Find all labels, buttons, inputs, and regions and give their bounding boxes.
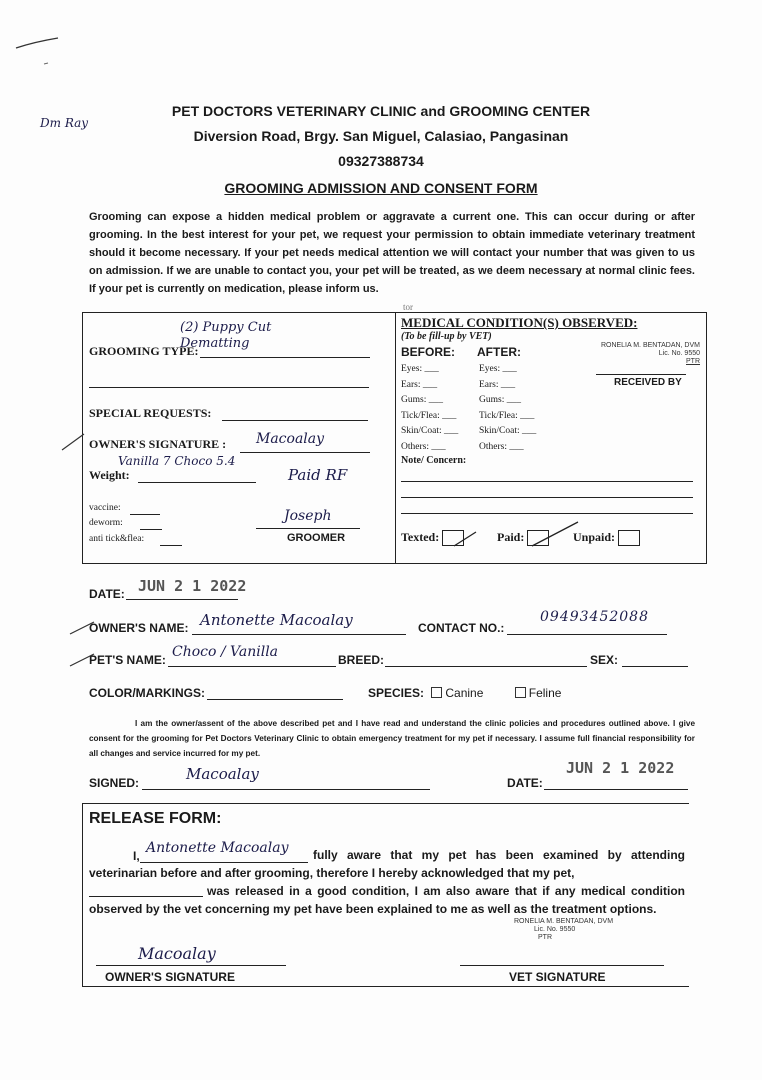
owner-signature-value: Macoalay xyxy=(256,431,325,447)
pet-name-label: PET'S NAME: xyxy=(89,653,166,667)
clinic-address: Diversion Road, Brgy. San Miguel, Calasiao, Pangasinan xyxy=(193,128,569,144)
clinic-phone: 09327388734 xyxy=(338,153,424,169)
date-stamp: JUN 2 1 2022 xyxy=(138,577,247,595)
before-list: Eyes: ___ Ears: ___ Gums: ___ Tick/Flea: ___ Skin/Coat: ___ Others: ___ xyxy=(401,364,459,452)
before-label: BEFORE: xyxy=(401,345,455,359)
groomer-label: GROOMER xyxy=(287,532,346,544)
after-list: Eyes: ___ Ears: ___ Gums: ___ Tick/Flea: ___ Skin/Coat: ___ Others: ___ xyxy=(479,364,537,452)
texted-label: Texted: xyxy=(401,530,464,546)
date2-label: DATE: xyxy=(507,776,543,790)
anti-tick-label: anti tick&flea: xyxy=(89,534,145,544)
contact-value: 09493452088 xyxy=(540,609,649,625)
signed-label: SIGNED: xyxy=(89,776,140,790)
owner-signature-bottom-label: OWNER'S SIGNATURE xyxy=(105,970,235,984)
medical-subtitle: (To be fill-up by VET) xyxy=(401,331,492,342)
corner-note: Dm Ray xyxy=(40,116,89,130)
weight-label: Weight: xyxy=(89,468,130,482)
unpaid-label: Unpaid: xyxy=(573,530,640,546)
release-owner-signature-value: Macoalay xyxy=(138,944,216,963)
medical-title: MEDICAL CONDITION(S) OBSERVED: xyxy=(401,315,638,330)
signed-value: Macoalay xyxy=(186,765,259,783)
vet-signature-label: VET SIGNATURE xyxy=(509,970,606,984)
release-title: RELEASE FORM: xyxy=(89,810,222,827)
special-requests-label: SPECIAL REQUESTS: xyxy=(89,406,212,420)
owner-name-value: Antonette Macoalay xyxy=(200,611,353,629)
release-text-1: fully aware that my pet has been examined by attending veterinarian before and after grooming, therefore I hereby acknowledged that my pet, xyxy=(89,848,685,880)
breed-label: BREED: xyxy=(338,653,385,667)
vaccine-label: vaccine: xyxy=(89,503,121,513)
after-label: AFTER: xyxy=(477,345,521,359)
grooming-type-value: (2) Puppy Cut Dematting xyxy=(180,320,272,351)
weight-value: Vanilla 7 Choco 5.4 xyxy=(118,454,236,468)
pen-stroke-mark xyxy=(14,34,74,74)
owner-signature-label: OWNER'S SIGNATURE : xyxy=(89,437,227,451)
paid-note: Paid RF xyxy=(288,466,348,484)
contact-label: CONTACT NO.: xyxy=(418,621,505,635)
clinic-name: PET DOCTORS VETERINARY CLINIC and GROOMING CENTER xyxy=(171,103,591,119)
deworm-label: deworm: xyxy=(89,518,123,528)
sex-label: SEX: xyxy=(590,653,619,667)
canine-checkbox[interactable] xyxy=(431,687,442,698)
faint-text: tor xyxy=(403,302,413,312)
date-label: DATE: xyxy=(89,587,125,601)
release-text-2: was released in a good condition, I am also aware that if any medical condition observed by the vet concerning my pet have been explained to me as well as the treatment options. xyxy=(89,884,685,916)
paid-label: Paid: xyxy=(497,530,549,546)
species-label: SPECIES: Canine Feline xyxy=(368,686,562,700)
color-markings-label: COLOR/MARKINGS: xyxy=(89,686,205,700)
feline-checkbox[interactable] xyxy=(515,687,526,698)
owner-name-label: OWNER'S NAME: xyxy=(89,621,189,635)
intro-paragraph: Grooming can expose a hidden medical problem or aggravate a current one. This can occur during or after grooming. In the best interest for your pet, we request your permission to obtain immediate veterinary treatment should it become necessary. If your pet needs medical attention we will contact your number that was given to us on admission. If we are unable to contact you, your pet will be treated, as we deem necessary at normal clinic fees. If your pet is currently on medication, please inform us. xyxy=(89,211,695,295)
grooming-type-label: GROOMING TYPE: xyxy=(89,344,199,358)
form-title: GROOMING ADMISSION AND CONSENT FORM xyxy=(224,180,538,196)
groomer-signature: Joseph xyxy=(284,508,332,524)
pet-name-value: Choco / Vanilla xyxy=(172,644,279,660)
pen-check-mark xyxy=(60,430,88,454)
received-by-label: RECEIVED BY xyxy=(614,377,682,388)
vet-stamp-top: RONELIA M. BENTADAN, DVM Lic. No. 9550 PTR xyxy=(600,342,700,365)
unpaid-checkbox[interactable] xyxy=(618,530,640,546)
check-mark xyxy=(452,528,480,550)
vet-stamp-bottom: RONELIA M. BENTADAN, DVM Lic. No. 9550 PTR xyxy=(514,918,614,941)
date2-stamp: JUN 2 1 2022 xyxy=(566,759,675,777)
pen-check-mark xyxy=(68,616,98,638)
release-name-value: Antonette Macoalay xyxy=(146,840,289,856)
note-label: Note/ Concern: xyxy=(401,455,467,466)
consent-paragraph: I am the owner/assent of the above described pet and I have read and understand the clinic policies and procedures outlined above. I give consent for the grooming for Pet Doctors Veterinary Clinic to obtain emergency treatment for my pet if necessary. I assume full financial responsibility for all changes and service incurred for my pet. xyxy=(89,719,695,758)
release-i-prefix: I, xyxy=(133,849,140,863)
pen-check-mark xyxy=(68,648,98,670)
